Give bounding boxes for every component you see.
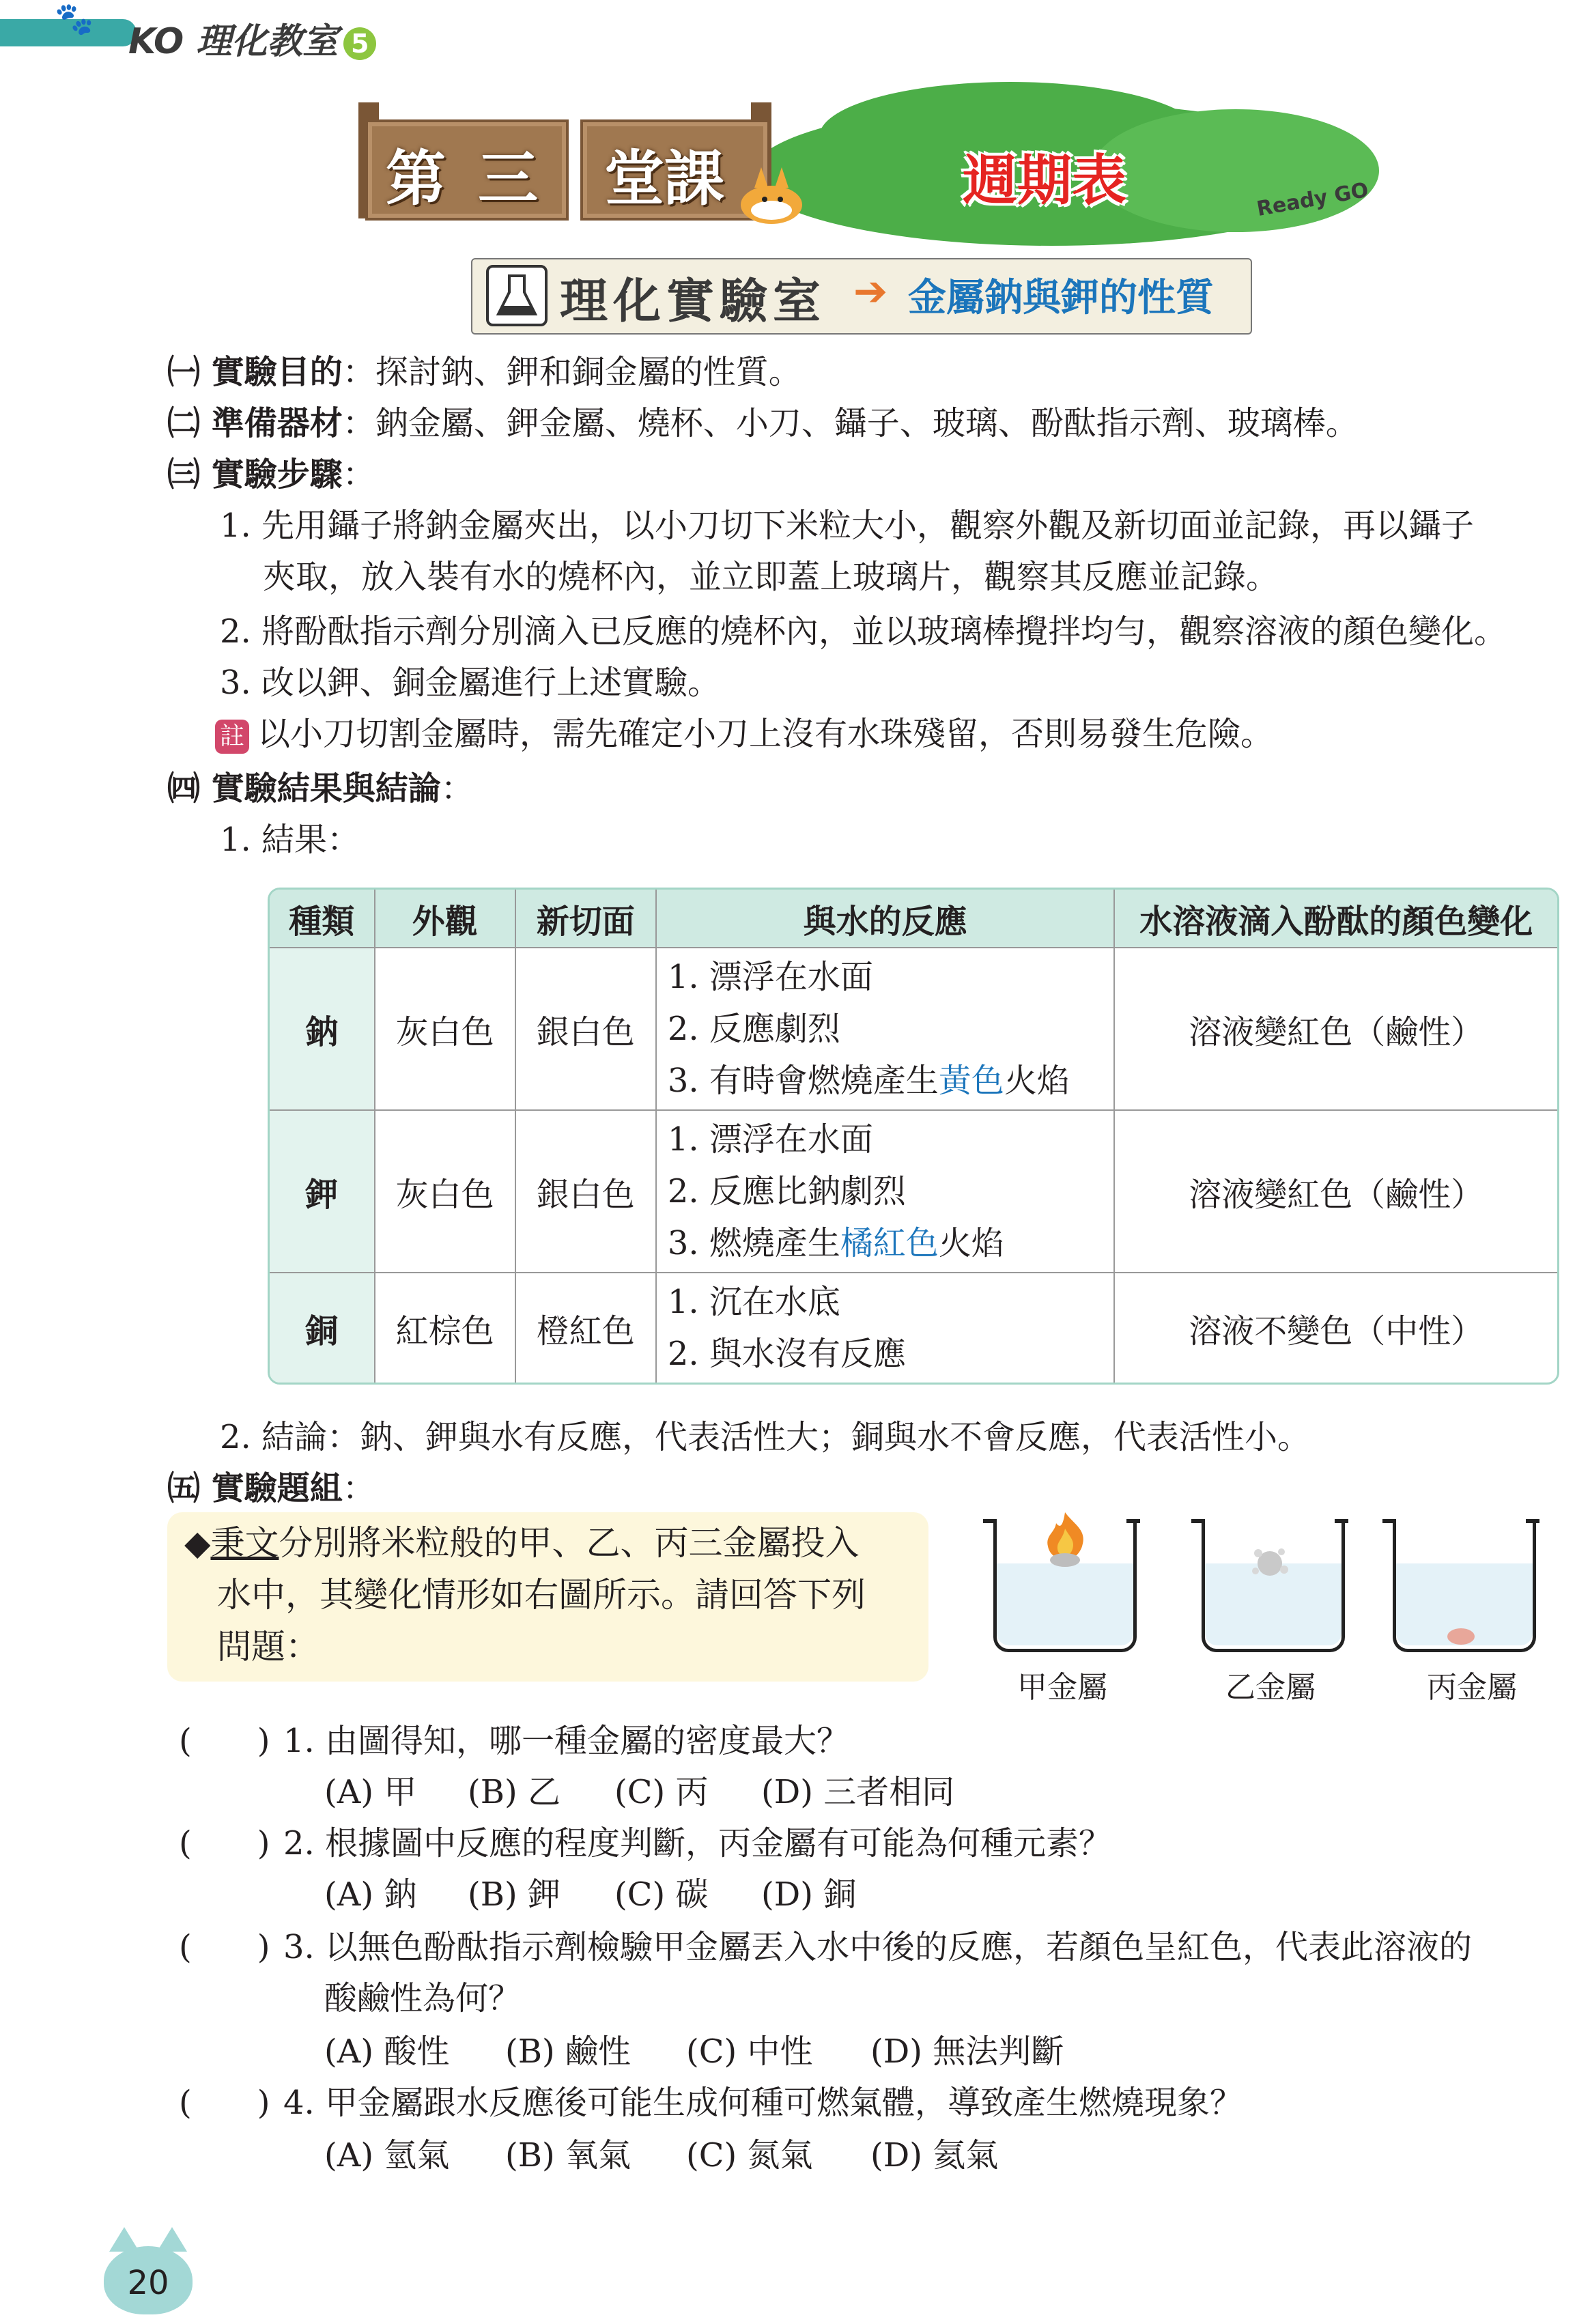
section-purpose: ㈠ 實驗目的：探討鈉、鉀和銅金屬的性質。 (167, 353, 801, 391)
question-2-paren: ( ) (179, 1824, 270, 1862)
option: (B) 鉀 (468, 1875, 560, 1914)
option: (B) 氧氣 (505, 2136, 631, 2174)
paw-print-icon: 🐾 (55, 0, 94, 37)
cell-cut: 銀白色 (516, 1111, 657, 1273)
section-quiz: ㈤ 實驗題組： (167, 1469, 375, 1507)
option: (D) 無法判斷 (870, 2032, 1064, 2071)
option: (A) 甲 (324, 1773, 417, 1811)
section-materials: ㈡ 準備器材：鈉金屬、鉀金屬、燒杯、小刀、鑷子、玻璃、酚酞指示劑、玻璃棒。 (167, 404, 1359, 442)
cell-appearance: 灰白色 (375, 948, 516, 1111)
option: (D) 氦氣 (870, 2136, 999, 2174)
sunken-metal-icon (1440, 1621, 1481, 1649)
cell-cut: 橙紅色 (516, 1273, 657, 1383)
book-title: KO 理化教室 5 (128, 12, 376, 63)
beaker-label: 乙金屬 (1225, 1670, 1316, 1705)
beaker-label: 甲金屬 (1017, 1670, 1107, 1705)
cell-kind: 鈉 (270, 948, 375, 1111)
option: (C) 碳 (614, 1875, 709, 1914)
results-heading: 1. 結果： (220, 821, 360, 859)
step-1-line-2: 夾取，放入裝有水的燒杯內，並立即蓋上玻璃片，觀察其反應並記錄。 (263, 558, 1279, 596)
table-header-row (270, 890, 1557, 948)
flask-icon (486, 265, 548, 326)
step-2: 2. 將酚酞指示劑分別滴入已反應的燒杯內，並以玻璃棒攪拌均勻，觀察溶液的顏色變化。 (220, 612, 1507, 651)
cell-color-change: 溶液變紅色（鹼性） (1115, 1111, 1557, 1273)
cell-appearance: 灰白色 (375, 1111, 516, 1273)
page-number: 20 (127, 2264, 169, 2302)
note-badge: 註 (215, 720, 249, 754)
question-3-stem-line-2: 酸鹼性為何？ (324, 1979, 522, 2017)
option: (A) 氫氣 (324, 2136, 450, 2174)
question-1-stem: 1. 由圖得知，哪一種金屬的密度最大？ (283, 1722, 850, 1760)
fizzing-metal-icon (1246, 1540, 1294, 1587)
option: (C) 氮氣 (686, 2136, 813, 2174)
question-1-paren: ( ) (179, 1722, 270, 1760)
corgi-mascot-icon (734, 157, 809, 232)
beaker-lip (1526, 1519, 1539, 1523)
beaker-lip (1126, 1519, 1140, 1523)
header-reaction: 與水的反應 (657, 890, 1116, 948)
cell-reaction: 1. 沉在水底 2. 與水沒有反應 (657, 1273, 1116, 1383)
option: (C) 丙 (614, 1773, 709, 1811)
lab-title: 理化實驗室 (560, 273, 826, 329)
question-2-options (324, 1874, 856, 1915)
lesson-char-1: 第 (386, 143, 446, 214)
question-4-paren: ( ) (179, 2084, 270, 2122)
option: (B) 乙 (468, 1773, 560, 1811)
lab-subtitle: 金屬鈉與鉀的性質 (908, 276, 1214, 320)
beaker-label: 丙金屬 (1427, 1670, 1517, 1705)
lesson-topic: 週期表 (963, 149, 1126, 212)
flame-icon (1034, 1505, 1096, 1567)
lesson-char-3: 堂課 (604, 143, 725, 214)
question-3-paren: ( ) (179, 1928, 270, 1966)
cell-color-change: 溶液不變色（中性） (1189, 1312, 1484, 1350)
step-1-line-1: 1. 先用鑷子將鈉金屬夾出，以小刀切下米粒大小，觀察外觀及新切面並記錄，再以鑷子 (220, 507, 1475, 545)
cell-reaction: 1. 漂浮在水面 2. 反應比鈉劇烈 3. 燃燒產生橘紅色火焰 (657, 1111, 1116, 1273)
table-row (270, 948, 1557, 1111)
option: (D) 銅 (761, 1875, 857, 1914)
ready-go-tagline: Ready GO (1255, 178, 1371, 222)
header-color-change: 水溶液滴入酚酞的顏色變化 (1115, 890, 1557, 948)
results-table (268, 888, 1559, 1385)
lesson-char-2: 三 (478, 143, 539, 214)
option: (A) 酸性 (324, 2032, 450, 2071)
question-4-options (324, 2135, 998, 2176)
cell-kind: 銅 (270, 1273, 375, 1383)
cell-cut: 銀白色 (516, 948, 657, 1111)
green-bush-background (1092, 109, 1379, 232)
section-results: ㈣ 實驗結果與結論： (167, 769, 474, 808)
safety-note: 註 以小刀切割金屬時，需先確定小刀上沒有水珠殘留，否則易發生危險。 (215, 713, 1273, 754)
table-row (270, 1273, 1557, 1383)
question-3-options (324, 2031, 1064, 2072)
beaker-lip (1335, 1519, 1348, 1523)
volume-badge: 5 (343, 27, 376, 60)
header-kind: 種類 (270, 890, 375, 948)
problem-line-1: ◆秉文分別將米粒般的甲、乙、丙三金屬投入 (184, 1523, 860, 1563)
question-1-options (324, 1772, 954, 1813)
problem-line-3: 問題： (217, 1627, 320, 1667)
problem-line-2: 水中，其變化情形如右圖所示。請回答下列 (217, 1575, 866, 1615)
header-appearance: 外觀 (375, 890, 516, 948)
header-cut: 新切面 (516, 890, 657, 948)
water (997, 1563, 1133, 1645)
question-3-stem: 3. 以無色酚酞指示劑檢驗甲金屬丟入水中後的反應，若顏色呈紅色，代表此溶液的 (283, 1928, 1473, 1966)
option: (B) 鹼性 (505, 2032, 631, 2071)
cell-reaction: 1. 漂浮在水面 2. 反應劇烈 3. 有時會燃燒產生黃色火焰 (657, 948, 1116, 1111)
conclusion: 2. 結論：鈉、鉀與水有反應，代表活性大；銅與水不會反應，代表活性小。 (220, 1418, 1311, 1456)
step-3: 3. 改以鉀、銅金屬進行上述實驗。 (220, 664, 721, 702)
question-2-stem: 2. 根據圖中反應的程度判斷，丙金屬有可能為何種元素？ (283, 1824, 1112, 1862)
arrow-right-icon: ➔ (853, 268, 888, 315)
option: (A) 鈉 (324, 1875, 417, 1914)
option: (D) 三者相同 (761, 1773, 955, 1811)
option: (C) 中性 (686, 2032, 813, 2071)
section-steps: ㈢ 實驗步驟： (167, 455, 375, 494)
question-4-stem: 4. 甲金屬跟水反應後可能生成何種可燃氣體，導致產生燃燒現象？ (283, 2084, 1243, 2122)
cell-appearance: 紅棕色 (375, 1273, 516, 1383)
cell-kind: 鉀 (270, 1111, 375, 1273)
cell-color-change: 溶液變紅色（鹼性） (1115, 948, 1557, 1111)
table-row (270, 1111, 1557, 1273)
